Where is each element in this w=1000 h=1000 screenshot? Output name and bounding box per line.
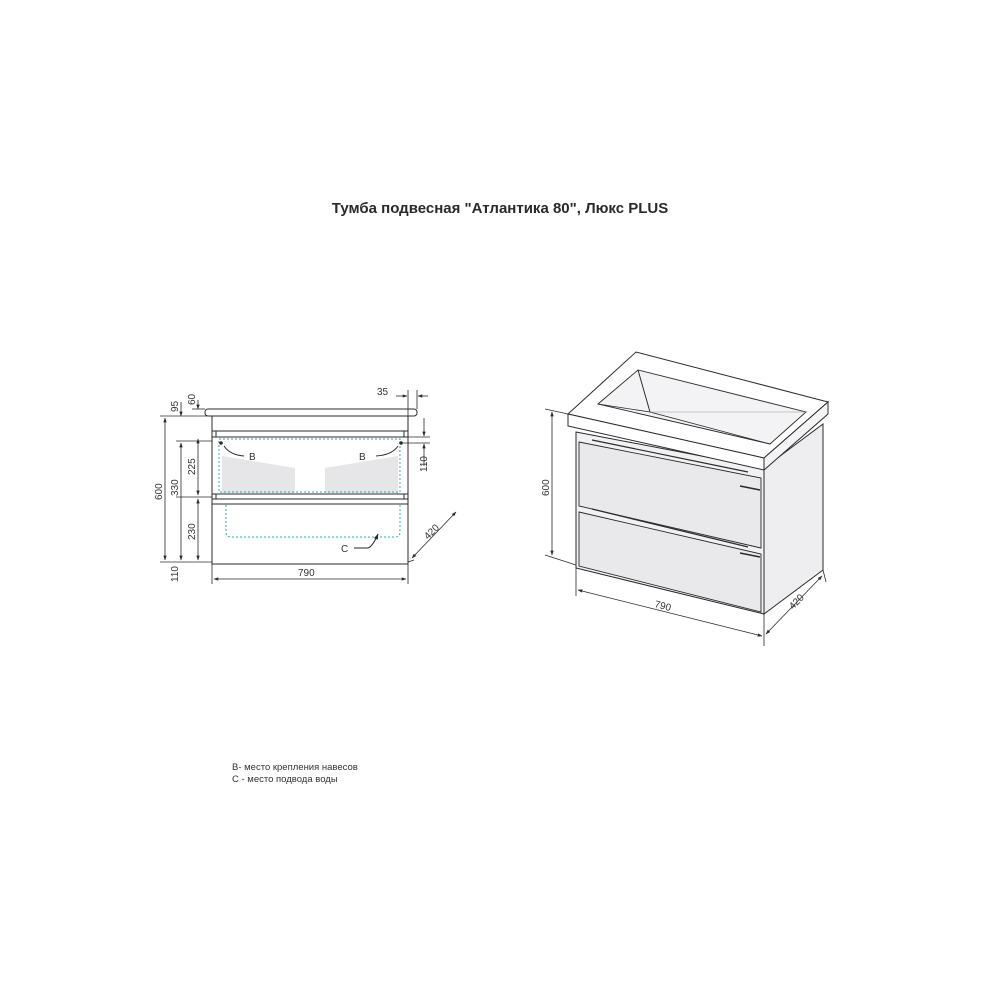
dim-420-front: 420	[422, 522, 442, 543]
label-b-left: B	[249, 452, 256, 463]
dim-330: 330	[170, 479, 181, 496]
dim-420-iso: 420	[787, 592, 807, 613]
dim-790-iso: 790	[653, 599, 673, 614]
dim-110-bottom: 110	[170, 566, 181, 582]
dim-600-iso: 600	[541, 479, 552, 496]
dim-60: 60	[187, 393, 198, 405]
legend-b: B- место крепления навесов	[232, 762, 358, 773]
dim-230: 230	[187, 523, 198, 540]
drawing-title: Тумба подвесная "Атлантика 80", Люкс PLUS	[331, 200, 669, 217]
dim-790-front: 790	[298, 568, 315, 579]
label-c: C	[341, 544, 349, 555]
legend-c: C - место подвода воды	[232, 774, 338, 785]
dim-35: 35	[377, 387, 389, 398]
dim-110-hanger: 110	[419, 456, 430, 472]
dim-225: 225	[187, 458, 198, 475]
dim-95: 95	[170, 400, 181, 412]
dim-600-front: 600	[154, 483, 165, 500]
label-b-right: B	[359, 452, 366, 463]
